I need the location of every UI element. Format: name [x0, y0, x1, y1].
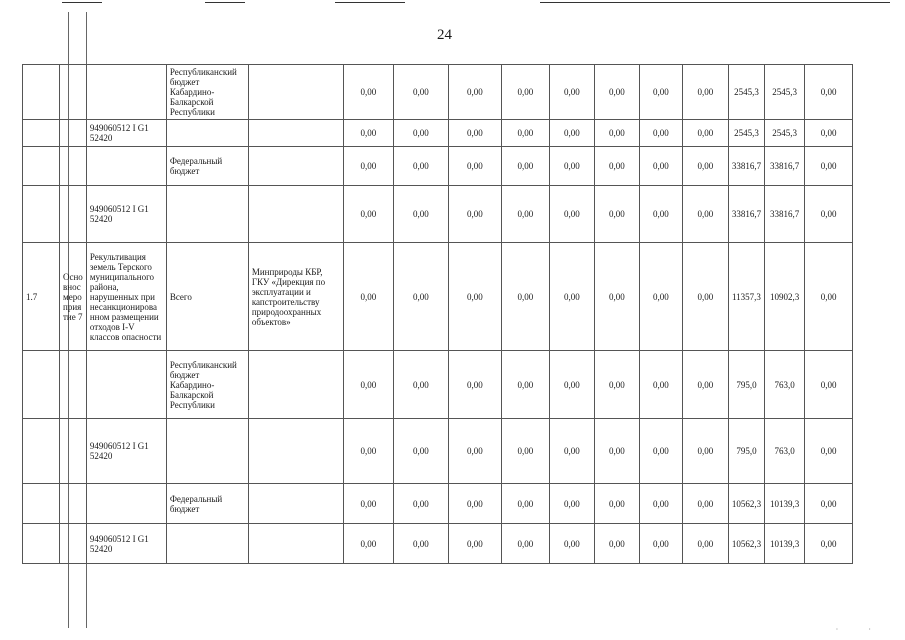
cell-value: 0,00	[393, 186, 448, 243]
cell-value: 0,00	[393, 147, 448, 186]
cell-type	[60, 351, 87, 419]
cell-value: 10562,3	[728, 524, 764, 564]
cell-source: Республиканский бюджет Кабардино-Балкарской Республики	[166, 351, 248, 419]
cell-value: 0,00	[639, 351, 682, 419]
cell-value: 2545,3	[728, 65, 764, 120]
cell-value: 0,00	[501, 65, 549, 120]
cell-type	[60, 419, 87, 484]
cell-value: 0,00	[343, 186, 393, 243]
cell-value: 0,00	[393, 419, 448, 484]
cell-value: 0,00	[682, 65, 728, 120]
cell-value: 0,00	[343, 147, 393, 186]
cell-value: 0,00	[594, 186, 639, 243]
cell-name: 949060512 I G1 52420	[86, 419, 166, 484]
cell-value: 0,00	[805, 419, 853, 484]
cell-value: 0,00	[448, 147, 501, 186]
cell-value: 10139,3	[765, 484, 805, 524]
cell-value: 33816,7	[728, 147, 764, 186]
cell-type	[60, 120, 87, 147]
cell-value: 0,00	[448, 351, 501, 419]
cell-number	[23, 484, 60, 524]
cell-value: 0,00	[594, 484, 639, 524]
cell-value: 0,00	[682, 120, 728, 147]
cell-value: 10902,3	[765, 243, 805, 351]
cell-value: 0,00	[343, 243, 393, 351]
cell-value: 0,00	[594, 65, 639, 120]
cell-value: 0,00	[393, 120, 448, 147]
cell-value: 0,00	[682, 243, 728, 351]
cell-executor	[248, 351, 343, 419]
budget-table	[22, 64, 853, 564]
cell-value: 0,00	[682, 524, 728, 564]
cell-value: 0,00	[501, 147, 549, 186]
table-row	[23, 243, 853, 351]
cell-value: 795,0	[728, 351, 764, 419]
cell-value: 0,00	[343, 524, 393, 564]
cell-value: 0,00	[393, 524, 448, 564]
cell-value: 0,00	[448, 484, 501, 524]
cell-value: 0,00	[805, 524, 853, 564]
cell-value: 0,00	[393, 65, 448, 120]
cell-executor	[248, 120, 343, 147]
cell-value: 0,00	[682, 419, 728, 484]
cell-value: 0,00	[343, 484, 393, 524]
cell-value: 2545,3	[765, 65, 805, 120]
cell-number	[23, 186, 60, 243]
cell-value: 0,00	[393, 243, 448, 351]
cell-value: 0,00	[393, 484, 448, 524]
cell-name	[86, 484, 166, 524]
cell-executor	[248, 484, 343, 524]
cell-value: 33816,7	[765, 147, 805, 186]
cell-value: 0,00	[549, 524, 594, 564]
cell-value: 0,00	[639, 186, 682, 243]
table-row	[23, 524, 853, 564]
cell-source	[166, 524, 248, 564]
cell-executor: Минприроды КБР, ГКУ «Дирекция по эксплуатации и капстроительству природоохранных объектов»	[248, 243, 343, 351]
cell-value: 0,00	[501, 243, 549, 351]
cell-number	[23, 351, 60, 419]
cell-value: 0,00	[594, 351, 639, 419]
cell-value: 10562,3	[728, 484, 764, 524]
table-row	[23, 147, 853, 186]
cell-value: 0,00	[501, 186, 549, 243]
cell-value: 0,00	[549, 186, 594, 243]
cell-type: Осно внос меро прия тие 7	[60, 243, 87, 351]
cell-value: 33816,7	[728, 186, 764, 243]
cell-value: 2545,3	[728, 120, 764, 147]
cell-value: 0,00	[639, 120, 682, 147]
cell-value: 0,00	[448, 186, 501, 243]
cell-value: 0,00	[805, 186, 853, 243]
table-row	[23, 186, 853, 243]
cell-value: 11357,3	[728, 243, 764, 351]
cell-value: 0,00	[448, 243, 501, 351]
cell-value: 0,00	[639, 147, 682, 186]
cell-number	[23, 147, 60, 186]
cell-value: 763,0	[765, 419, 805, 484]
cell-value: 0,00	[343, 419, 393, 484]
cell-value: 0,00	[501, 120, 549, 147]
cell-value: 0,00	[501, 351, 549, 419]
cell-value: 0,00	[549, 243, 594, 351]
cell-type	[60, 484, 87, 524]
cell-value: 0,00	[639, 419, 682, 484]
page-number: 24	[437, 27, 452, 43]
cell-value: 10139,3	[765, 524, 805, 564]
cell-source: Федеральный бюджет	[166, 147, 248, 186]
cell-number	[23, 524, 60, 564]
cell-value: 0,00	[594, 120, 639, 147]
cell-executor	[248, 186, 343, 243]
cell-value: 0,00	[549, 484, 594, 524]
cell-value: 0,00	[682, 351, 728, 419]
cell-value: 0,00	[549, 147, 594, 186]
cell-number	[23, 120, 60, 147]
cell-name	[86, 147, 166, 186]
cell-value: 0,00	[448, 419, 501, 484]
cell-value: 0,00	[549, 65, 594, 120]
cell-type	[60, 524, 87, 564]
cell-value: 0,00	[594, 147, 639, 186]
cell-value: 0,00	[549, 120, 594, 147]
cell-value: 0,00	[549, 351, 594, 419]
cell-value: 0,00	[682, 147, 728, 186]
corner-marks: · ·	[835, 625, 885, 634]
table-row	[23, 484, 853, 524]
cell-executor	[248, 65, 343, 120]
cell-value: 0,00	[594, 419, 639, 484]
cell-value: 0,00	[343, 65, 393, 120]
cell-value: 0,00	[448, 524, 501, 564]
cell-source	[166, 419, 248, 484]
cell-executor	[248, 419, 343, 484]
cell-value: 0,00	[639, 65, 682, 120]
cell-value: 0,00	[639, 484, 682, 524]
cell-executor	[248, 524, 343, 564]
top-scan-marks	[0, 0, 905, 6]
cell-name	[86, 65, 166, 120]
cell-value: 795,0	[728, 419, 764, 484]
cell-value: 0,00	[343, 120, 393, 147]
cell-value: 0,00	[448, 65, 501, 120]
cell-value: 0,00	[805, 65, 853, 120]
cell-executor	[248, 147, 343, 186]
cell-value: 0,00	[639, 243, 682, 351]
cell-value: 0,00	[549, 419, 594, 484]
cell-value: 0,00	[639, 524, 682, 564]
cell-value: 0,00	[393, 351, 448, 419]
table-row	[23, 419, 853, 484]
cell-source	[166, 120, 248, 147]
cell-value: 0,00	[805, 484, 853, 524]
cell-name	[86, 351, 166, 419]
cell-value: 0,00	[501, 484, 549, 524]
cell-value: 33816,7	[765, 186, 805, 243]
table-row	[23, 120, 853, 147]
cell-value: 0,00	[805, 147, 853, 186]
cell-number: 1.7	[23, 243, 60, 351]
cell-source: Всего	[166, 243, 248, 351]
cell-value: 0,00	[501, 419, 549, 484]
cell-value: 0,00	[594, 243, 639, 351]
table-row	[23, 351, 853, 419]
cell-number	[23, 65, 60, 120]
cell-type	[60, 186, 87, 243]
cell-value: 0,00	[805, 351, 853, 419]
cell-name: 949060512 I G1 52420	[86, 524, 166, 564]
cell-value: 0,00	[805, 120, 853, 147]
cell-type	[60, 147, 87, 186]
cell-number	[23, 419, 60, 484]
table-row	[23, 65, 853, 120]
cell-name: 949060512 I G1 52420	[86, 120, 166, 147]
cell-source: Республиканский бюджет Кабардино-Балкарской Республики	[166, 65, 248, 120]
cell-type	[60, 65, 87, 120]
cell-value: 763,0	[765, 351, 805, 419]
cell-value: 0,00	[682, 186, 728, 243]
cell-value: 0,00	[594, 524, 639, 564]
cell-value: 2545,3	[765, 120, 805, 147]
cell-source	[166, 186, 248, 243]
cell-source: Федеральный бюджет	[166, 484, 248, 524]
cell-value: 0,00	[682, 484, 728, 524]
cell-value: 0,00	[343, 351, 393, 419]
cell-value: 0,00	[805, 243, 853, 351]
cell-name: Рекультивация земель Терского муниципального района, нарушенных при несанкционирова нном размещении отходов I-V классов опасности	[86, 243, 166, 351]
cell-name: 949060512 I G1 52420	[86, 186, 166, 243]
cell-value: 0,00	[501, 524, 549, 564]
cell-value: 0,00	[448, 120, 501, 147]
